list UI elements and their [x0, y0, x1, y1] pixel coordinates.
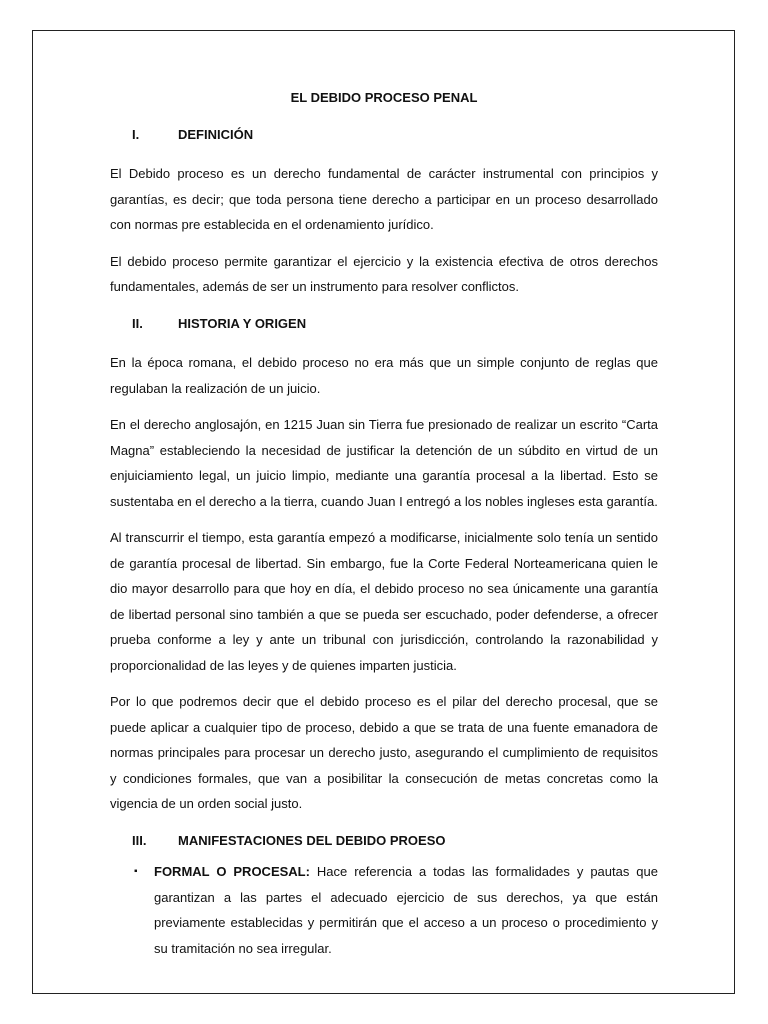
paragraph: Por lo que podremos decir que el debido proceso es el pilar del derecho procesal, que se puede aplicar a cualquier tipo de proceso, debido a que se trata de una fuente emanadora de normas principales para procesar un derecho justo, asegurando el cumplimiento de requisitos y condiciones formales, que van a posibilitar la consecución de metas concretas como la vigencia de un orden social justo.	[110, 694, 658, 811]
bullet-square-icon: ▪	[134, 866, 138, 877]
document-title: EL DEBIDO PROCESO PENAL	[290, 90, 478, 105]
paragraph: Al transcurrir el tiempo, esta garantía empezó a modificarse, inicialmente solo tenía un sentido de garantía procesal de libertad. Sin embargo, fue la Corte Federal Norteamericana quien le dio mayor desarrollo para que hoy en día, el debido proceso no sea únicamente una garantía de libertad personal sino también a que se pueda ser escuchado, poder defenderse, a ofrecer prueba conforme a ley y ante un tribunal con jurisdicción, controlando la razonabilidad y proporcionalidad de las leyes y de quienes imparten justicia.	[110, 530, 658, 673]
bullet-text	[154, 859, 658, 961]
section-title: DEFINICIÓN	[178, 126, 254, 142]
paragraph: El debido proceso permite garantizar el ejercicio y la existencia efectiva de otros derechos fundamentales, además de ser un instrumento para resolver conflictos.	[110, 253, 658, 294]
section-title: MANIFESTACIONES DEL DEBIDO PROESO	[178, 832, 446, 848]
paragraph: En el derecho anglosajón, en 1215 Juan sin Tierra fue presionado de realizar un escrito “Carta Magna” estableciendo la necesidad de justificar la detención de un súbdito en virtud de un enjuiciamiento legal, un juicio limpio, mediante una garantía procesal a la libertad. Esto se sustentaba en el derecho a la tierra, cuando Juan I entregó a los nobles ingleses esta garantía.	[110, 417, 658, 509]
paragraph: El Debido proceso es un derecho fundamental de carácter instrumental con principios y garantías, es decir; que toda persona tiene derecho a participar en un proceso desarrollado con normas pre establecida en el ordenamiento jurídico.	[110, 166, 658, 232]
list-item	[110, 859, 658, 961]
bullet-label: FORMAL O PROCESAL:	[154, 864, 310, 879]
section-heading-historia	[110, 311, 658, 337]
paragraph: En la época romana, el debido proceso no era más que un simple conjunto de reglas que regulaban la realización de un juicio.	[110, 355, 658, 396]
section-heading-manifestaciones	[110, 828, 658, 854]
section-heading-definicion	[110, 122, 658, 148]
document-body	[110, 85, 658, 961]
section-number: I.	[132, 126, 140, 142]
bullet-list	[110, 859, 658, 961]
section-number: II.	[132, 315, 143, 331]
bullet-body: Hace referencia a todas las formalidades y pautas que garantizan a las partes el adecuado ejercicio de sus derechos, ya que están previamente establecidas y permitirán que el acceso a un proceso o procedimiento y su tramitación no sea irregular.	[154, 864, 658, 956]
section-number: III.	[132, 832, 147, 848]
section-title: HISTORIA Y ORIGEN	[178, 315, 307, 331]
